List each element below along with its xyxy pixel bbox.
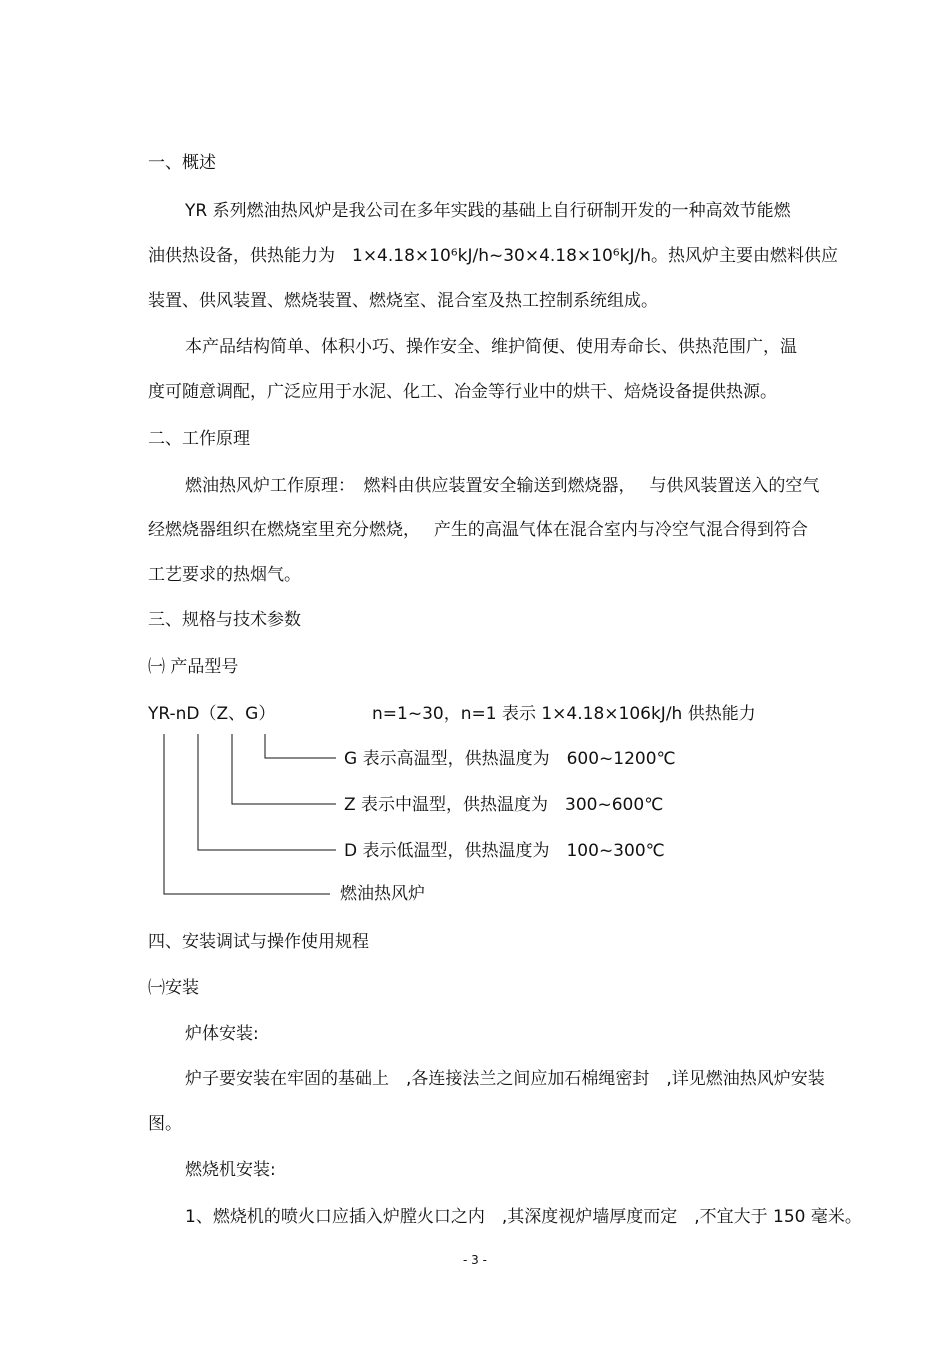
furnace-install-heading: 炉体安装: (185, 1024, 259, 1044)
overview-paragraph-1-line-2: 油供热设备，供热能力为 1×4.18×10⁶kJ/h~30×4.18×10⁶kJ/h。热风炉主要由燃料供应 (148, 246, 838, 266)
overview-paragraph-1-line-1: YR 系列燃油热风炉是我公司在多年实践的基础上自行研制开发的一种高效节能燃 (185, 201, 791, 221)
furnace-install-line-1: 炉子要安装在牢固的基础上 ,各连接法兰之间应加石棉绳密封 ,详见燃油热风炉安装 (185, 1069, 825, 1089)
section-heading-installation: 四、安装调试与操作使用规程 (148, 932, 369, 952)
subheading-product-model: ㈠ 产品型号 (148, 657, 239, 677)
model-g-high-temp: G 表示高温型，供热温度为 600~1200℃ (344, 749, 676, 769)
model-d-low-temp: D 表示低温型，供热温度为 100~300℃ (344, 841, 665, 861)
model-z-medium-temp: Z 表示中温型，供热温度为 300~600℃ (344, 795, 664, 815)
burner-install-item-1: 1、燃烧机的喷火口应插入炉膛火口之内 ,其深度视炉墙厚度而定 ,不宜大于 150 毫米。 (185, 1207, 862, 1227)
section-heading-principle: 二、工作原理 (148, 429, 250, 449)
model-code: YR-nD（Z、G） (148, 704, 276, 724)
furnace-install-line-2: 图。 (148, 1114, 182, 1134)
subheading-install: ㈠安装 (148, 978, 199, 998)
principle-line-3: 工艺要求的热烟气。 (148, 565, 301, 585)
section-heading-overview: 一、概述 (148, 153, 216, 173)
model-base-label: 燃油热风炉 (340, 884, 425, 904)
overview-paragraph-2-line-1: 本产品结构简单、体积小巧、操作安全、维护简便、使用寿命长、供热范围广，温 (185, 337, 797, 357)
principle-line-1: 燃油热风炉工作原理： 燃料由供应装置安全输送到燃烧器， 与供风装置送入的空气 (185, 476, 820, 496)
section-heading-specs: 三、规格与技术参数 (148, 610, 301, 630)
model-description: n=1~30，n=1 表示 1×4.18×106kJ/h 供热能力 (372, 704, 756, 724)
overview-paragraph-1-line-3: 装置、供风装置、燃烧装置、燃烧室、混合室及热工控制系统组成。 (148, 291, 658, 311)
page-number: - 3 - (463, 1253, 487, 1267)
overview-paragraph-2-line-2: 度可随意调配，广泛应用于水泥、化工、冶金等行业中的烘干、焙烧设备提供热源。 (148, 382, 777, 402)
principle-line-2: 经燃烧器组织在燃烧室里充分燃烧， 产生的高温气体在混合室内与冷空气混合得到符合 (148, 520, 808, 540)
burner-install-heading: 燃烧机安装: (185, 1160, 276, 1180)
